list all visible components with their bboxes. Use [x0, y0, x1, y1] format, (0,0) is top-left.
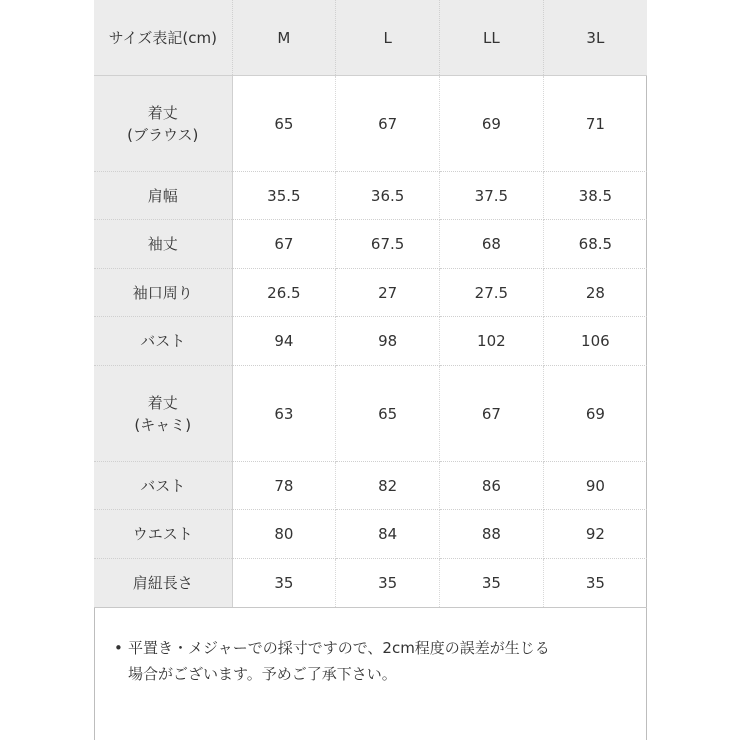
table-cell: 35 [543, 559, 647, 608]
table-cell: 68 [440, 220, 544, 269]
row-label: 肩紐長さ [94, 559, 232, 608]
table-row [94, 462, 647, 510]
table-row [94, 76, 647, 172]
table-row [94, 510, 647, 559]
table-cell: 106 [543, 317, 647, 366]
table-cell: 94 [232, 317, 336, 366]
table-cell: 35.5 [232, 172, 336, 220]
table-row [94, 317, 647, 366]
row-label-main: 着丈 [147, 103, 178, 122]
table-cell: 35 [232, 559, 336, 608]
table-cell: 28 [543, 269, 647, 317]
table-cell: 67 [232, 220, 336, 269]
row-label-sub: (キャミ) [134, 415, 192, 434]
table-cell: 63 [232, 366, 336, 462]
table-cell: 26.5 [232, 269, 336, 317]
table-row [94, 559, 647, 608]
row-label: 袖丈 [94, 220, 232, 269]
table-cell: 27.5 [440, 269, 544, 317]
table-cell: 65 [232, 76, 336, 172]
size-label-header: サイズ表記(cm) [94, 0, 232, 76]
table-cell: 102 [440, 317, 544, 366]
table-cell: 71 [543, 76, 647, 172]
table-cell: 37.5 [440, 172, 544, 220]
size-table [94, 0, 647, 608]
row-label: 肩幅 [94, 172, 232, 220]
table-cell: 35 [440, 559, 544, 608]
table-cell: 69 [543, 366, 647, 462]
row-label: ウエスト [94, 510, 232, 559]
table-cell: 68.5 [543, 220, 647, 269]
table-cell: 90 [543, 462, 647, 510]
table-cell: 35 [336, 559, 440, 608]
size-ll-header: LL [440, 0, 544, 76]
row-label: バスト [94, 317, 232, 366]
row-label [94, 366, 232, 462]
table-row [94, 172, 647, 220]
row-label [94, 76, 232, 172]
size-m-header: M [232, 0, 336, 76]
size-l-header: L [336, 0, 440, 76]
table-cell: 92 [543, 510, 647, 559]
table-cell: 36.5 [336, 172, 440, 220]
table-row [94, 269, 647, 317]
table-cell: 78 [232, 462, 336, 510]
table-cell: 69 [440, 76, 544, 172]
table-cell: 82 [336, 462, 440, 510]
row-label: バスト [94, 462, 232, 510]
table-cell: 65 [336, 366, 440, 462]
table-cell: 67.5 [336, 220, 440, 269]
table-cell: 88 [440, 510, 544, 559]
table-cell: 67 [440, 366, 544, 462]
size-3l-header: 3L [543, 0, 647, 76]
measurement-note [114, 635, 628, 687]
row-label-main: 着丈 [147, 393, 178, 412]
table-cell: 84 [336, 510, 440, 559]
bullet-icon: • [114, 639, 123, 657]
note-line-2: 場合がございます。予めご了承下さい。 [128, 665, 397, 683]
table-cell: 67 [336, 76, 440, 172]
row-label: 袖口周り [94, 269, 232, 317]
row-label-sub: (ブラウス) [127, 125, 199, 144]
table-row [94, 366, 647, 462]
table-cell: 86 [440, 462, 544, 510]
table-row [94, 220, 647, 269]
table-cell: 27 [336, 269, 440, 317]
table-cell: 98 [336, 317, 440, 366]
size-header-row [94, 0, 647, 76]
note-line-1: 平置き・メジャーでの採寸ですので、2cm程度の誤差が生じる [128, 639, 550, 657]
table-cell: 80 [232, 510, 336, 559]
table-cell: 38.5 [543, 172, 647, 220]
